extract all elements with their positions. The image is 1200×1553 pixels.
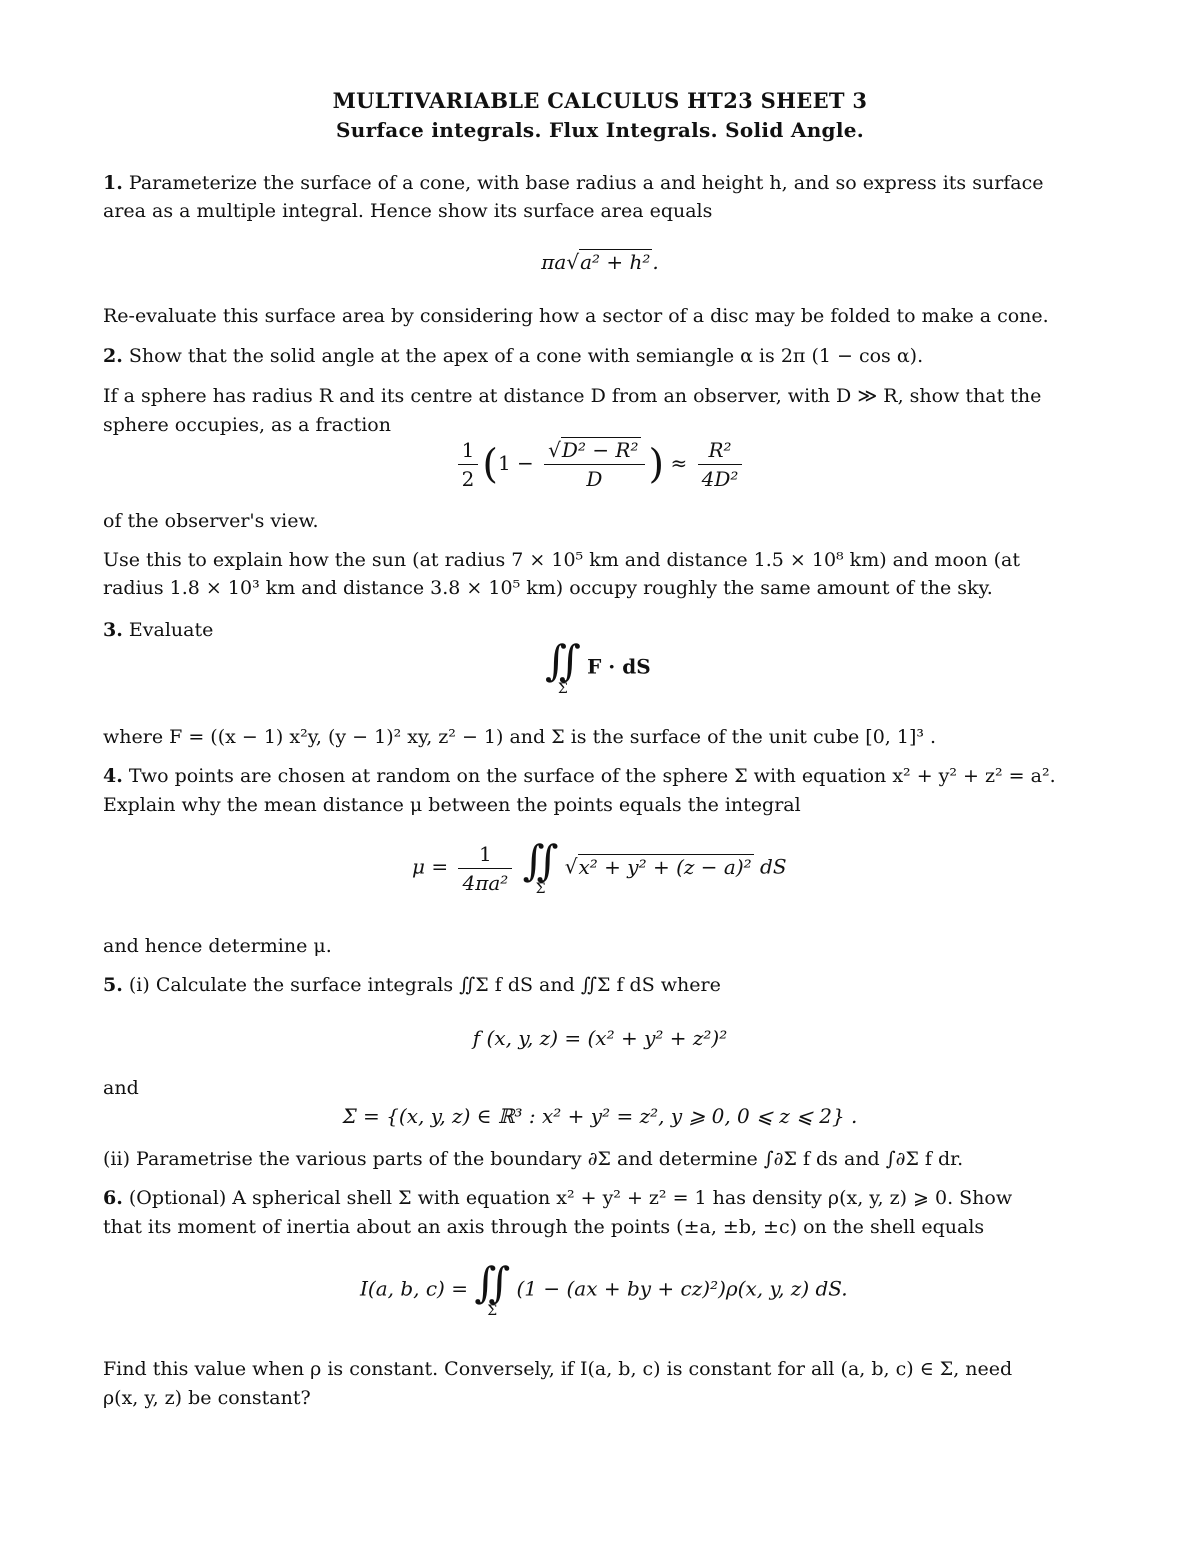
q6-line-4: ρ(x, y, z) be constant? bbox=[103, 1387, 311, 1409]
q2-inner-lead: 1 − bbox=[497, 451, 534, 475]
q4-eq-fraction: $\frac{1}{\text{4πa²}}$ bbox=[458, 842, 512, 895]
q2-line-2: If a sphere has radius R and its centre at distance D from an observer, with D ≫ R, show that the bbox=[103, 385, 1042, 407]
q1-line-2: area as a multiple integral. Hence show its surface area equals bbox=[103, 200, 713, 222]
q4-line-2: Explain why the mean distance μ between the points equals the integral bbox=[103, 794, 801, 816]
q2-line-6: radius 1.8 × 10³ km and distance 3.8 × 10⁵ km) occupy roughly the same amount of the sky. bbox=[103, 577, 993, 599]
q3-line-2: where F = ((x − 1) x²y, (y − 1)² xy, z² − 1) and Σ is the surface of the unit cube [0, 1]³ . bbox=[103, 726, 937, 748]
q4-number: 4. bbox=[103, 765, 123, 787]
sheet-subtitle: Surface integrals. Flux Integrals. Solid Angle. bbox=[335, 118, 864, 142]
q2-half-fraction: $\frac{1}{2}$ bbox=[458, 438, 479, 491]
q2-number: 2. bbox=[103, 345, 123, 367]
q2-text-1: Show that the solid angle at the apex of a cone with semiangle α is 2π (1 − cos α). bbox=[128, 345, 924, 367]
q1-text-1: Parameterize the surface of a cone, with base radius a and height h, and so express its surface bbox=[128, 172, 1044, 194]
q2-rhs-fraction: $\frac{\text{R²}}{\text{4D²}}$ bbox=[698, 438, 743, 491]
q6-line-3: Find this value when ρ is constant. Conversely, if I(a, b, c) is constant for all (a, b, c) ∈ Σ, need bbox=[103, 1358, 1013, 1380]
q2-line-1 bbox=[103, 345, 923, 367]
q4-eq-tail: dS bbox=[760, 854, 787, 879]
q5-equation-1: f (x, y, z) = (x² + y² + z²)² bbox=[472, 1026, 728, 1050]
q2-approx: ≈ bbox=[670, 451, 688, 475]
q6-number: 6. bbox=[103, 1187, 123, 1209]
q2-line-4: of the observer's view. bbox=[103, 510, 319, 532]
q5-equation-2: Σ = {(x, y, z) ∈ ℝ³ : x² + y² = z², y ⩾ 0, 0 ⩽ z ⩽ 2} . bbox=[342, 1104, 858, 1128]
q3-line-1 bbox=[103, 619, 213, 641]
q1-line-3: Re-evaluate this surface area by considering how a sector of a disc may be folded to make a cone. bbox=[103, 305, 1049, 327]
q6-double-integral: ∬ Σ bbox=[474, 1258, 511, 1319]
q5-line-1 bbox=[103, 974, 721, 996]
q5-text-1: (i) Calculate the surface integrals ∬Σ f dS and ∬Σ f dS where bbox=[128, 974, 721, 996]
q1-eq-radicand: a² + h² bbox=[580, 250, 651, 274]
q6-eq-lhs: I(a, b, c) = bbox=[360, 1276, 468, 1301]
q4-equation: μ = $\frac{1}{\text{4πa²}}$ ∬ Σ √x² + y² + (z − a)² dS bbox=[412, 836, 787, 897]
q5-number: 5. bbox=[103, 974, 123, 996]
q1-eq-prefix: πa bbox=[541, 250, 567, 274]
q5-line-2: and bbox=[103, 1077, 139, 1099]
q6-line-2: that its moment of inertia about an axis through the points (±a, ±b, ±c) on the shell equals bbox=[103, 1216, 985, 1238]
q2-equation: $\frac{1}{2}$ (1 − $\frac{\text{√D² − R²}}{D}$ ) ≈ $\frac{\text{R²}}{\text{4D²}}$ bbox=[0, 438, 1200, 491]
q6-equation bbox=[360, 1258, 848, 1319]
q3-equation bbox=[545, 636, 651, 697]
q2-line-5: Use this to explain how the sun (at radius 7 × 10⁵ km and distance 1.5 × 10⁸ km) and moon (at bbox=[103, 549, 1020, 571]
q4-line-1 bbox=[103, 765, 1056, 787]
sheet-title: MULTIVARIABLE CALCULUS HT23 SHEET 3 bbox=[332, 88, 868, 113]
q3-integrand: F · dS bbox=[587, 654, 651, 679]
q1-eq-suffix: . bbox=[652, 250, 659, 274]
q3-double-integral: ∬ Σ bbox=[545, 636, 581, 697]
q3-number: 3. bbox=[103, 619, 123, 641]
q4-line-3: and hence determine μ. bbox=[103, 935, 332, 957]
q4-text-1: Two points are chosen at random on the surface of the sphere Σ with equation x² + y² + z² = a². bbox=[128, 765, 1056, 787]
q2-line-3: sphere occupies, as a fraction bbox=[103, 414, 391, 436]
q3-text-1: Evaluate bbox=[128, 619, 214, 641]
q4-double-integral: ∬ Σ bbox=[522, 836, 559, 897]
q4-eq-lhs: μ = bbox=[412, 854, 449, 879]
q6-eq-rhs: (1 − (ax + by + cz)²)ρ(x, y, z) dS. bbox=[516, 1276, 848, 1301]
q1-line-1 bbox=[103, 172, 1044, 194]
q6-text-1: (Optional) A spherical shell Σ with equation x² + y² + z² = 1 has density ρ(x, y, z) ⩾ 0. Show bbox=[128, 1187, 1013, 1209]
q1-number: 1. bbox=[103, 172, 123, 194]
q1-equation: πa√a² + h² . bbox=[541, 250, 659, 274]
q5-line-3: (ii) Parametrise the various parts of the boundary ∂Σ and determine ∫∂Σ f ds and ∫∂Σ f dr. bbox=[103, 1148, 964, 1170]
q4-eq-radicand: x² + y² + (z − a)² bbox=[578, 854, 752, 879]
q2-inner-fraction: $\frac{\text{√D² − R²}}{D}$ bbox=[544, 438, 644, 491]
q6-line-1 bbox=[103, 1187, 1012, 1209]
